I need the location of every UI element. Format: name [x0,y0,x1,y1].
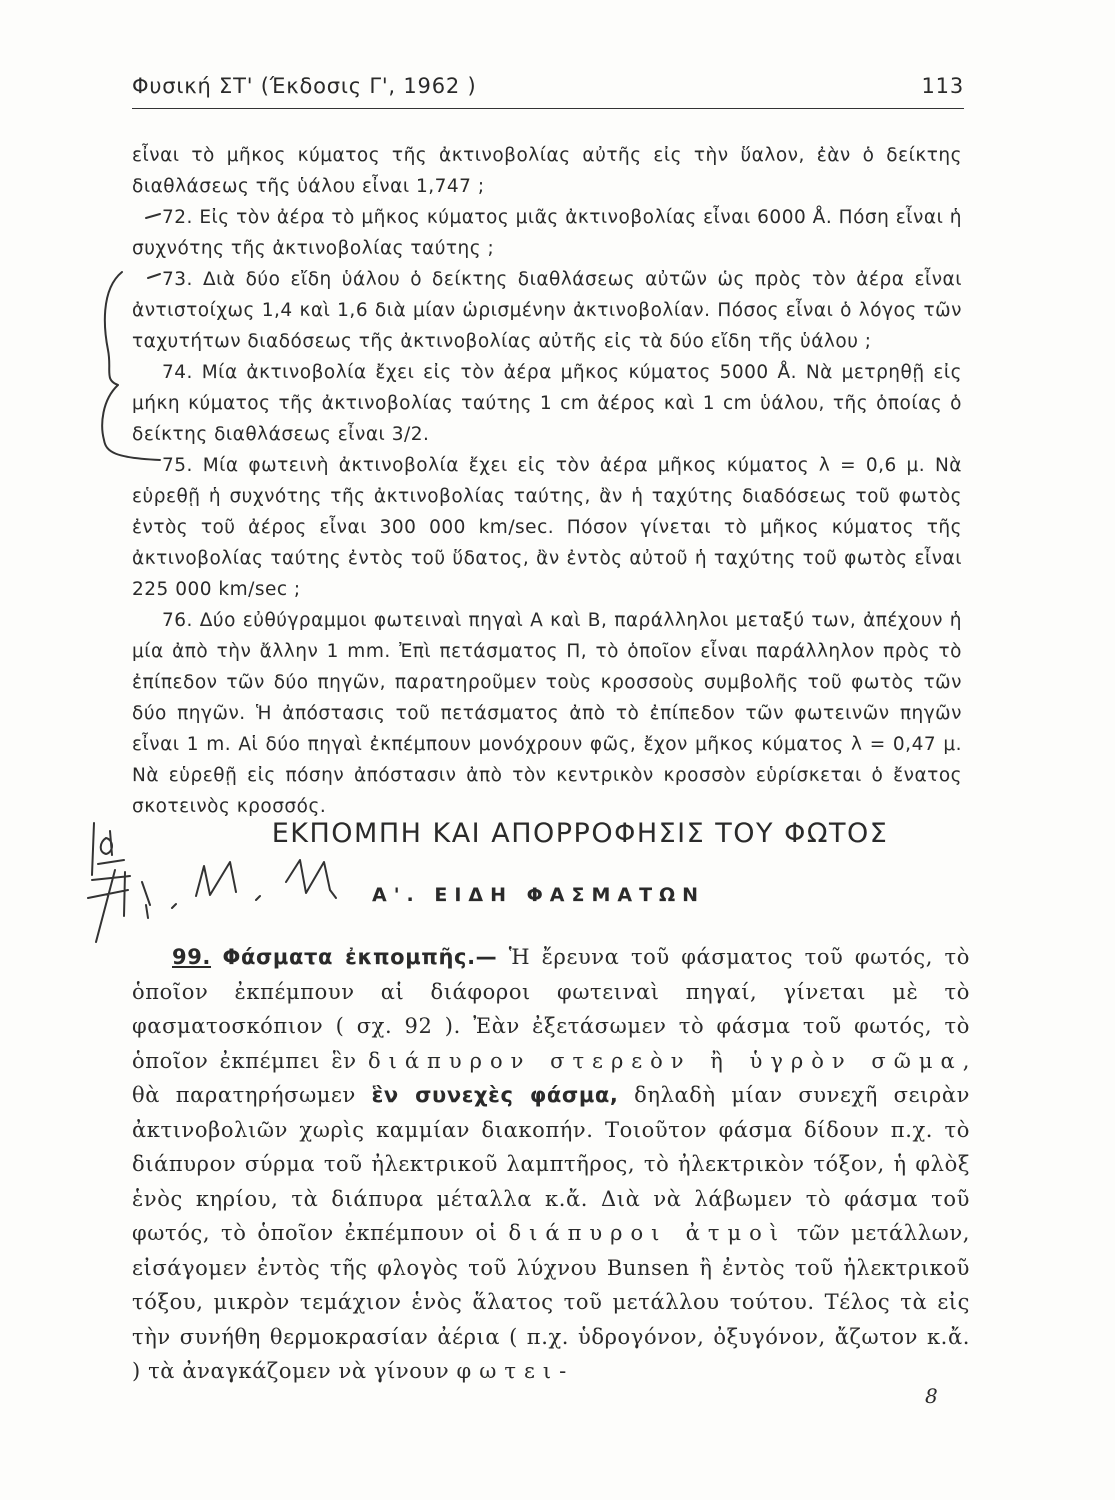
problems-list [132,140,962,822]
problem-73: 73. Διὰ δύο εἴδη ὑάλου ὁ δείκτης διαθλάσεως αὐτῶν ὡς πρὸς τὸν ἀέρα εἶναι ἀντιστοίχως 1,4 καὶ 1,6 διὰ μίαν ὡρισμένην ἀκτινοβολίαν. Πόσος εἶναι ὁ λόγος τῶν ταχυτήτων διαδόσεως τῆς ἀκτινοβολίας αὐτῆς εἰς τὰ δύο εἴδη τῆς ὑάλου ; [132,269,962,352]
header-page-number: 113 [921,74,964,98]
section-body-paragraph [132,940,970,1389]
header-rule [132,108,964,109]
signature-number: 8 [925,1384,938,1408]
spaced-emphasis-1: διάπυρον στερεὸν ἢ ὑγρὸν σῶμα [368,1048,963,1073]
problem-72: 72. Εἰς τὸν ἀέρα τὸ μῆκος κύματος μιᾶς ἀκτινοβολίας εἶναι 6000 Å. Πόση εἶναι ἡ συχνότης τῆς ἀκτινοβολίας ταύτης ; [132,207,962,259]
section-title: ΕΚΠΟΜΠΗ ΚΑΙ ΑΠΟΡΡΟΦΗΣΙΣ ΤΟΥ ΦΩΤΟΣ [271,818,889,849]
problem-71-continuation: εἶναι τὸ μῆκος κύματος τῆς ἀκτινοβολίας αὐτῆς εἰς τὴν ὕαλον, ἐὰν ὁ δείκτης διαθλάσεως τῆς ὑάλου εἶναι 1,747 ; [132,145,962,197]
header-title: Φυσική ΣΤ' (Έκδοσις Γ', 1962 ) [132,74,477,98]
problem-75: 75. Μία φωτεινὴ ἀκτινοβολία ἔχει εἰς τὸν ἀέρα μῆκος κύματος λ = 0,6 μ. Νὰ εὑρεθῇ ἡ συχνότης τῆς ἀκτινοβολίας ταύτης, ἂν ἡ ταχύτης διαδόσεως τοῦ φωτὸς ἐντὸς τοῦ ἀέρος εἶναι 300 000 km/sec. Πόσον γίνεται τὸ μῆκος κύματος τῆς ἀκτινοβολίας ταύτης ἐντὸς τοῦ ὕδατος, ἂν ἐντὸς αὐτοῦ ἡ ταχύτης τοῦ φωτὸς εἶναι 225 000 km/sec ; [132,455,962,600]
subsection-title: Α'. ΕΙΔΗ ΦΑΣΜΑΤΩΝ [372,884,706,906]
paragraph-heading: Φάσματα ἐκπομπῆς.— [222,945,498,969]
problem-76: 76. Δύο εὐθύγραμμοι φωτειναὶ πηγαὶ Α καὶ Β, παράλληλοι μεταξύ των, ἀπέχουν ἡ μία ἀπὸ τὴν ἄλλην 1 mm. Ἐπὶ πετάσματος Π, τὸ ὁποῖον εἶναι παράλληλον πρὸς τὸ ἐπίπεδον τῶν δύο πηγῶν, παρατηροῦμεν τοὺς κροσσοὺς συμβολῆς τοῦ φωτὸς τῶν δύο πηγῶν. Ἡ ἀπόστασις τοῦ πετάσματος ἀπὸ τὸ ἐπίπεδον τῶν φωτεινῶν πηγῶν εἶναι 1 m. Αἱ δύο πηγαὶ ἐκπέμπουν μονόχρουν φῶς, ἔχον μῆκος κύματος λ = 0,47 μ. Νὰ εὑρεθῇ εἰς πόσην ἀπόστασιν ἀπὸ τὸν κεντρικὸν κροσσὸν εὑρίσκεται ὁ ἔνατος σκοτεινὸς κροσσός. [132,610,962,817]
body-text-4: τῶν μετάλλων, εἰσάγομεν ἐντὸς τῆς φλογὸς τοῦ λύχνου Bunsen ἢ ἐντὸς τοῦ ἠλεκτρικοῦ τόξου, μικρὸν τεμάχιον ἑνὸς ἅλατος τοῦ μετάλλου τούτου. Τέλος τὰ εἰς τὴν συνήθη θερμοκρασίαν ἀέρια ( π.χ. ὑδρογόνον, ὀξυγόνον, ἄζωτον κ.ἄ. ) τὰ ἀναγκάζομεν νὰ γίνουν [132,1221,970,1383]
body-text-2: , θὰ παρατηρήσωμεν [132,1048,970,1107]
problem-74: 74. Μία ἀκτινοβολία ἔχει εἰς τὸν ἀέρα μῆκος κύματος 5000 Å. Νὰ μετρηθῇ εἰς μήκη κύματος τῆς ἀκτινοβολίας ταύτης 1 cm ἀέρος καὶ 1 cm ὑάλου, τῆς ὁποίας ὁ δείκτης διαθλάσεως εἶναι 3/2. [132,362,962,445]
running-header [132,74,964,98]
paragraph-number: 99. [172,945,212,969]
bold-emphasis: ἓν συνεχὲς φάσμα, [371,1083,619,1107]
spaced-emphasis-3: φωτει- [456,1359,575,1383]
spaced-emphasis-2: διάπυροι ἀτμοὶ [508,1221,786,1245]
body-text-1: Ἡ ἔρευνα τοῦ φάσματος τοῦ φωτός, τὸ ὁποῖον ἐκπέμπουν αἱ διάφοροι φωτειναὶ πηγαί, γίνεται μὲ τὸ φασματοσκόπιον ( σχ. 92 ). Ἐὰν ἐξετάσωμεν τὸ φάσμα τοῦ φωτός, τὸ ὁποῖον ἐκπέμπει ἓν [132,945,970,1073]
body-text-3: δηλαδὴ μίαν συνεχῆ σειρὰν ἀκτινοβολιῶν χωρὶς καμμίαν διακοπήν. Τοιοῦτον φάσμα δίδουν π.χ. τὸ διάπυρον σύρμα τοῦ ἠλεκτρικοῦ λαμπτῆρος, τὸ ἠλεκτρικὸν τόξον, ἡ φλὸξ ἑνὸς κηρίου, τὰ διάπυρα μέταλλα κ.ἄ. Διὰ νὰ λάβωμεν τὸ φάσμα τοῦ φωτός, τὸ ὁποῖον ἐκπέμπουν οἱ [132,1083,970,1245]
